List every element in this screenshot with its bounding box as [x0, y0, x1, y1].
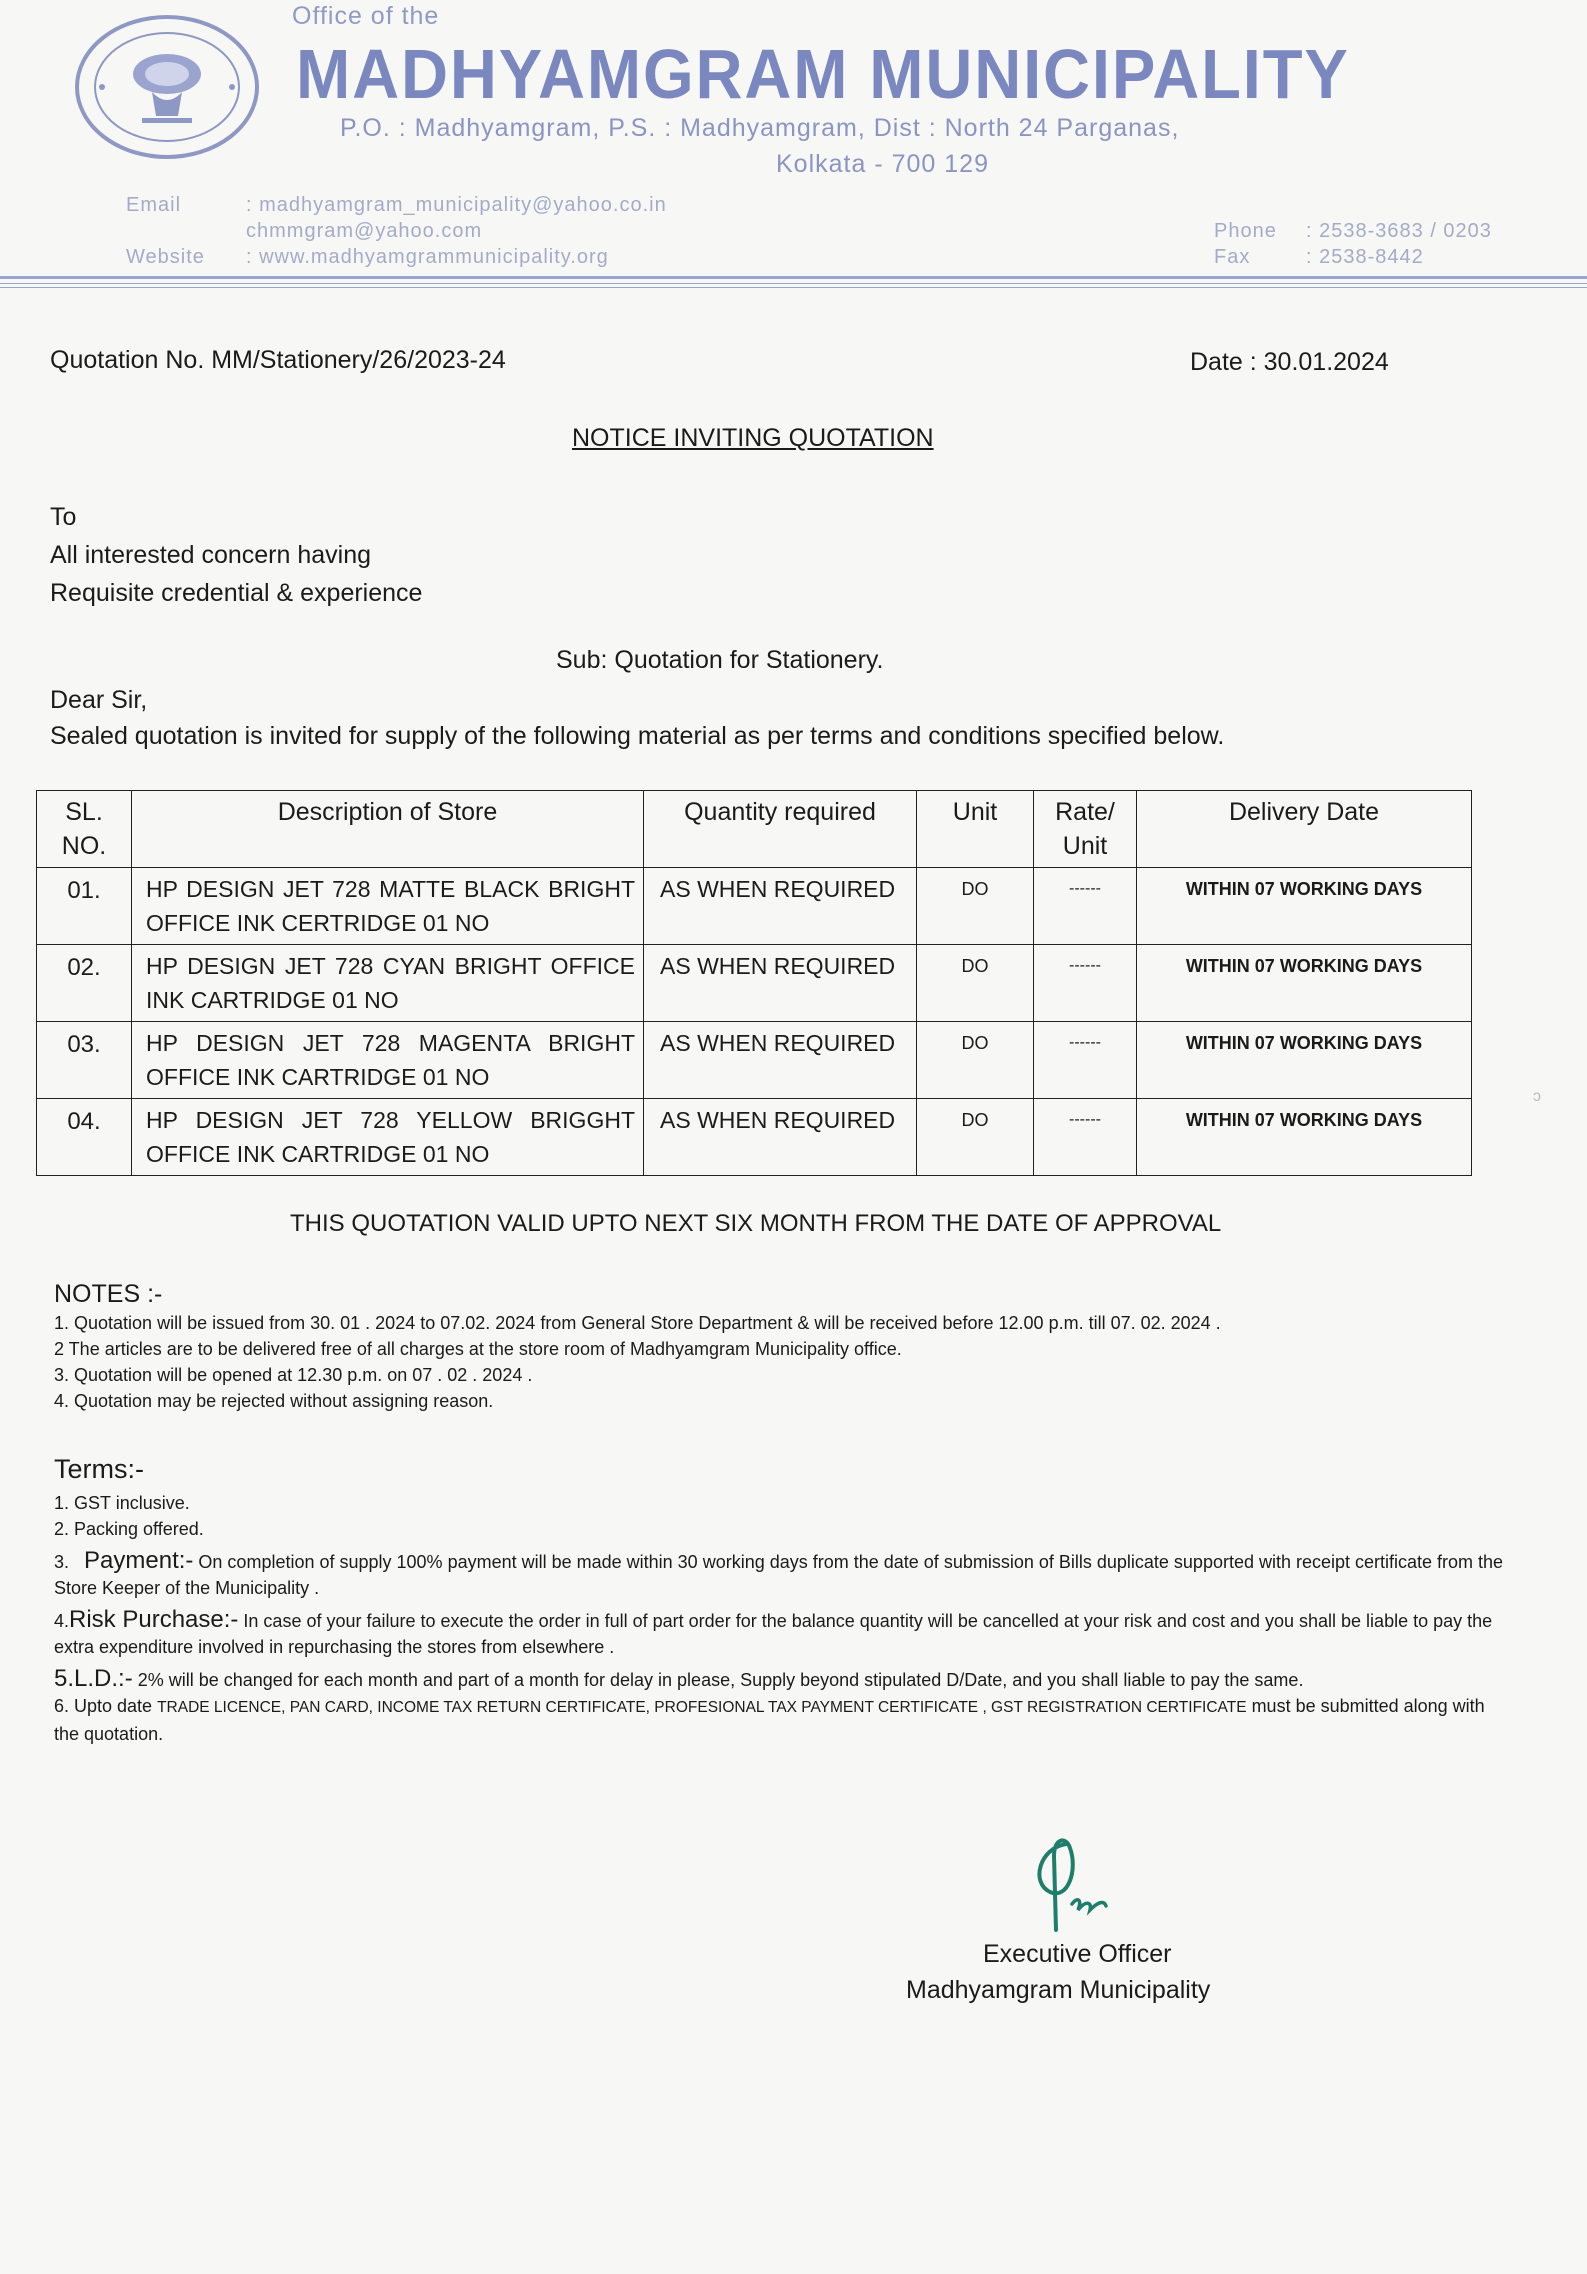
intro-paragraph: Sealed quotation is invited for supply of the following material as per terms and conditions specified below.: [50, 722, 1225, 750]
term-documents: [54, 1693, 1504, 1747]
cell-unit: DO: [917, 945, 1034, 1022]
quotation-number: Quotation No. MM/Stationery/26/2023-24: [50, 346, 506, 374]
recipient-line1: All interested concern having: [50, 541, 372, 569]
terms-list: [54, 1490, 1504, 1747]
cell-quantity: AS WHEN REQUIRED: [644, 945, 917, 1022]
cell-delivery: WITHIN 07 WORKING DAYS: [1137, 1099, 1472, 1176]
term-packing: 2. Packing offered.: [54, 1519, 204, 1539]
subject-line: Sub: Quotation for Stationery.: [556, 646, 884, 674]
note-item: 1. Quotation will be issued from 30. 01 . 2024 to 07.02. 2024 from General Store Department & will be received before 12.00 p.m. till 07. 02. 2024 .: [54, 1313, 1221, 1333]
cell-description: HP DESIGN JET 728 CYAN BRIGHT OFFICE INK CARTRIDGE 01 NO: [132, 945, 644, 1022]
email-primary: : madhyamgram_municipality@yahoo.co.in: [246, 194, 667, 216]
letterhead-contact-left: [126, 192, 667, 270]
email-label: Email: [126, 194, 182, 216]
col-header-delivery: Delivery Date: [1137, 791, 1472, 868]
term-documents-list: TRADE LICENCE, PAN CARD, INCOME TAX RETURN CERTIFICATE, PROFESIONAL TAX PAYMENT CERTIFICATE , GST REGISTRATION CERTIFICATE: [157, 1699, 1247, 1716]
cell-quantity: AS WHEN REQUIRED: [644, 868, 917, 945]
recipient-block: [50, 498, 422, 612]
fax-label: Fax: [1214, 246, 1251, 268]
cell-quantity: AS WHEN REQUIRED: [644, 1099, 917, 1176]
cell-sl: 03.: [37, 1022, 132, 1099]
term-text: must be submitted along with the quotation.: [54, 1696, 1485, 1744]
term-gst: 1. GST inclusive.: [54, 1493, 190, 1513]
cell-sl: 01.: [37, 868, 132, 945]
col-header-quantity: Quantity required: [644, 791, 917, 868]
term-risk-purchase: [54, 1607, 1504, 1660]
letterhead-address-line2: Kolkata - 700 129: [776, 150, 989, 178]
notice-title: NOTICE INVITING QUOTATION: [572, 424, 934, 452]
letterhead-divider-thin: [0, 287, 1587, 288]
fax-number: : 2538-8442: [1306, 246, 1424, 268]
recipient-line2: Requisite credential & experience: [50, 579, 423, 607]
term-ld: [54, 1666, 1504, 1693]
term-text: In case of your failure to execute the order in full of part order for the balance quantity will be cancelled at your risk and cost and you shall be liable to pay the extra expenditure involved in repurchasing the stores from elsewhere .: [54, 1611, 1493, 1657]
website-row: [126, 244, 667, 270]
col-header-description: Description of Store: [132, 791, 644, 868]
table-row: [37, 945, 1472, 1022]
municipality-seal-logo: [72, 12, 262, 162]
cell-description: HP DESIGN JET 728 MATTE BLACK BRIGHT OFFICE INK CERTRIDGE 01 NO: [132, 868, 644, 945]
fax-row: [1214, 244, 1492, 270]
term-label: L.D.:-: [74, 1665, 133, 1692]
table-header-row: [37, 791, 1472, 868]
cell-sl: 02.: [37, 945, 132, 1022]
signatory-designation: Executive Officer: [983, 1940, 1172, 1968]
document-date: Date : 30.01.2024: [1190, 348, 1389, 376]
term-label: Payment:-: [84, 1547, 194, 1574]
margin-mark: ↄ: [1533, 1088, 1541, 1105]
cell-rate: ------: [1034, 1022, 1137, 1099]
term-text: 2% will be changed for each month and part of a month for delay in please, Supply beyond stipulated D/Date, and you shall liable to pay the same.: [137, 1670, 1304, 1690]
cell-unit: DO: [917, 1022, 1034, 1099]
cell-rate: ------: [1034, 868, 1137, 945]
term-text: 6. Upto date: [54, 1696, 153, 1716]
letterhead: [0, 0, 1587, 300]
table-row: [37, 868, 1472, 945]
cell-unit: DO: [917, 1099, 1034, 1176]
email-row: [126, 192, 667, 218]
email-secondary-row: [126, 218, 667, 244]
website-url: : www.madhyamgrammunicipality.org: [246, 246, 609, 268]
cell-quantity: AS WHEN REQUIRED: [644, 1022, 917, 1099]
letterhead-divider-thin: [0, 283, 1587, 284]
term-label: Risk Purchase:-: [69, 1606, 239, 1633]
letterhead-contact-right: [1214, 218, 1492, 270]
email-secondary: chmmgram@yahoo.com: [246, 220, 483, 242]
website-label: Website: [126, 246, 205, 268]
note-item: 3. Quotation will be opened at 12.30 p.m. on 07 . 02 . 2024 .: [54, 1365, 533, 1385]
term-payment: [54, 1548, 1504, 1601]
cell-description: HP DESIGN JET 728 MAGENTA BRIGHT OFFICE INK CARTRIDGE 01 NO: [132, 1022, 644, 1099]
signature-image: [1020, 1830, 1140, 1940]
phone-number: : 2538-3683 / 0203: [1306, 220, 1492, 242]
letterhead-divider: [0, 276, 1587, 279]
note-item: 4. Quotation may be rejected without assigning reason.: [54, 1391, 494, 1411]
note-item: 2 The articles are to be delivered free of all charges at the store room of Madhyamgram Municipality office.: [54, 1339, 902, 1359]
cell-rate: ------: [1034, 1099, 1137, 1176]
letterhead-municipality-name: MADHYAMGRAM MUNICIPALITY: [296, 35, 1350, 113]
col-header-sl: SL. NO.: [37, 791, 132, 868]
cell-delivery: WITHIN 07 WORKING DAYS: [1137, 945, 1472, 1022]
term-number: 3.: [54, 1552, 70, 1572]
cell-delivery: WITHIN 07 WORKING DAYS: [1137, 868, 1472, 945]
items-table: [36, 790, 1472, 1176]
term-number: 5.: [54, 1665, 75, 1692]
signatory-organisation: Madhyamgram Municipality: [906, 1976, 1211, 2004]
salutation: Dear Sir,: [50, 686, 148, 714]
terms-heading: Terms:-: [54, 1454, 144, 1484]
cell-delivery: WITHIN 07 WORKING DAYS: [1137, 1022, 1472, 1099]
notes-heading: NOTES :-: [54, 1280, 163, 1308]
table-row: [37, 1022, 1472, 1099]
cell-description: HP DESIGN JET 728 YELLOW BRIGGHT OFFICE INK CARTRIDGE 01 NO: [132, 1099, 644, 1176]
phone-row: [1214, 218, 1492, 244]
col-header-rate: Rate/ Unit: [1034, 791, 1137, 868]
cell-sl: 04.: [37, 1099, 132, 1176]
cell-rate: ------: [1034, 945, 1137, 1022]
letterhead-address-line1: P.O. : Madhyamgram, P.S. : Madhyamgram, Dist : North 24 Parganas,: [340, 114, 1180, 142]
table-row: [37, 1099, 1472, 1176]
letterhead-office-of: Office of the: [292, 2, 440, 30]
recipient-to: To: [50, 503, 77, 531]
term-text: On completion of supply 100% payment will be made within 30 working days from the date of submission of Bills duplicate supported with receipt certificate from the Store Keeper of the Municipality .: [54, 1552, 1504, 1598]
col-header-unit: Unit: [917, 791, 1034, 868]
cell-unit: DO: [917, 868, 1034, 945]
term-number: 4.: [54, 1611, 70, 1631]
validity-statement: THIS QUOTATION VALID UPTO NEXT SIX MONTH FROM THE DATE OF APPROVAL: [290, 1210, 1222, 1237]
phone-label: Phone: [1214, 220, 1277, 242]
notes-list: [54, 1310, 1221, 1414]
